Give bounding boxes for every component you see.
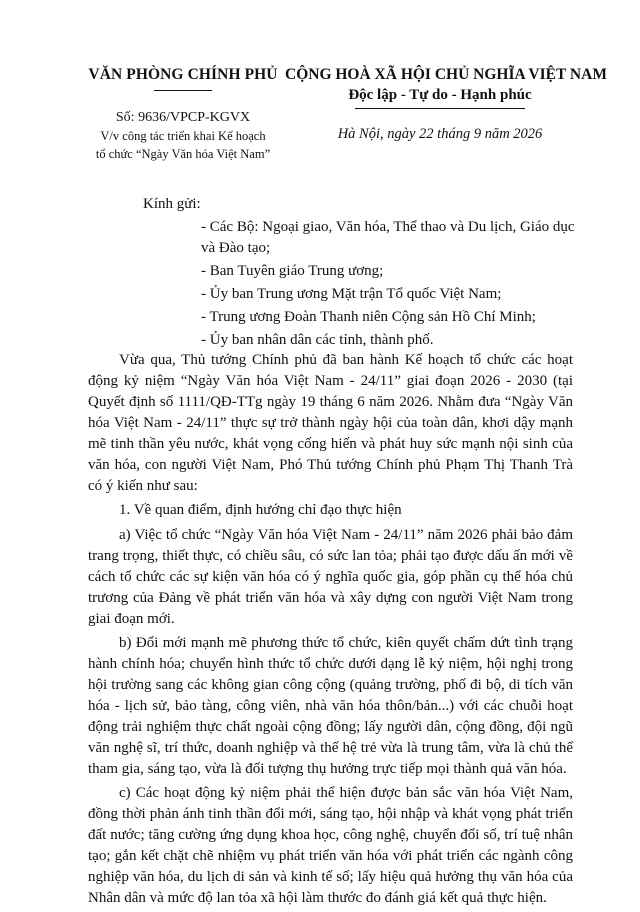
motto-underline — [355, 108, 525, 109]
issuer-block — [78, 66, 288, 162]
recipient-item: - Ủy ban Trung ương Mặt trận Tổ quốc Việt Nam; — [201, 286, 502, 302]
issuing-agency: VĂN PHÒNG CHÍNH PHỦ — [88, 66, 278, 83]
recipient-item: - Trung ương Đoàn Thanh niên Cộng sản Hồ Chí Minh; — [201, 309, 536, 325]
recipients-block — [143, 193, 583, 353]
paragraph-b: b) Đổi mới mạnh mẽ phương thức tổ chức, kiên quyết chấm dứt tình trạng hành chính hóa; chuyển hình thức tổ chức dưới dạng lễ kỷ niệm, hội nghị trong hội trường sang các không gian công cộng (quảng trường, phố đi bộ, di tích văn hóa - lịch sử, bảo tàng, công viên, nhà văn hóa thôn/bản...) với các chuỗi hoạt động trải nghiệm thực chất ngoài cộng đồng; lấy người dân, cộng đồng, đội ngũ văn nghệ sĩ, trí thức, doanh nghiệp và thế hệ trẻ vừa là trung tâm, vừa là chủ thể tham gia, sáng tạo, vừa là đối tượng thụ hưởng trực tiếp mọi thành quả văn hóa. — [88, 635, 573, 777]
document-body — [88, 350, 573, 912]
recipient-item: - Ban Tuyên giáo Trung ương; — [201, 263, 384, 279]
section-1-heading: 1. Về quan điểm, định hướng chỉ đạo thực hiện — [119, 502, 402, 518]
intro-paragraph: Vừa qua, Thủ tướng Chính phủ đã ban hành Kế hoạch tổ chức các hoạt động kỷ niệm “Ngày Văn hóa Việt Nam - 24/11” giai đoạn 2026 - 2030 (tại Quyết định số 1111/QĐ-TTg ngày 19 tháng 6 năm 2026. Nhằm đưa “Ngày Văn hóa Việt Nam - 24/11” thực sự trở thành ngày hội của toàn dân, khơi dậy mạnh mẽ tinh thần yêu nước, khát vọng cống hiến và phát huy sức mạnh nội sinh của văn hóa, con người Việt Nam, Phó Thủ tướng Chính phủ Phạm Thị Thanh Trà có ý kiến như sau: — [88, 352, 573, 494]
subject-line-2: tổ chức “Ngày Văn hóa Việt Nam” — [95, 147, 271, 161]
recipients-heading: Kính gửi: — [143, 196, 201, 212]
recipients-list — [201, 217, 583, 351]
place-and-date: Hà Nội, ngày 22 tháng 9 năm 2026 — [337, 126, 543, 142]
subject-line-1: V/v công tác triển khai Kế hoạch — [100, 129, 266, 143]
document-number: Số: 9636/VPCP-KGVX — [115, 110, 251, 125]
paragraph-c: c) Các hoạt động kỷ niệm phải thể hiện được bản sắc văn hóa Việt Nam, đồng thời phản ánh tinh thần đổi mới, sáng tạo, hội nhập và khát vọng phát triển đất nước; tăng cường ứng dụng khoa học, công nghệ, chuyển đổi số, trí tuệ nhân tạo; gắn kết chặt chẽ nhiệm vụ phát triển văn hóa với phát triển các ngành công nghiệp văn hóa, du lịch di sản và kinh tế số; lấy hiệu quả hưởng thụ văn hóa của Nhân dân và mức độ lan tỏa xã hội làm thước đo đánh giá kết quả thực hiện. — [88, 785, 573, 906]
national-title: CỘNG HOÀ XÃ HỘI CHỦ NGHĨA VIỆT NAM — [285, 66, 607, 83]
recipient-item: - Ủy ban nhân dân các tỉnh, thành phố. — [201, 332, 434, 348]
national-motto: Độc lập - Tự do - Hạnh phúc — [348, 87, 532, 103]
agency-underline — [154, 90, 212, 91]
national-header-block — [285, 66, 607, 143]
recipient-item: - Các Bộ: Ngoại giao, Văn hóa, Thể thao và Du lịch, Giáo dục và Đào tạo; — [201, 219, 575, 256]
paragraph-a: a) Việc tổ chức “Ngày Văn hóa Việt Nam - 24/11” năm 2026 phải bảo đảm trang trọng, thiết thực, có chiều sâu, có sức lan tỏa; phải tạo được dấu ấn mới về cách tổ chức các sự kiện văn hóa có ý nghĩa quốc gia, góp phần cụ thể hóa chủ trương của Đảng về phát triển văn hóa và xây dựng con người Việt Nam trong giai đoạn mới. — [88, 527, 573, 627]
